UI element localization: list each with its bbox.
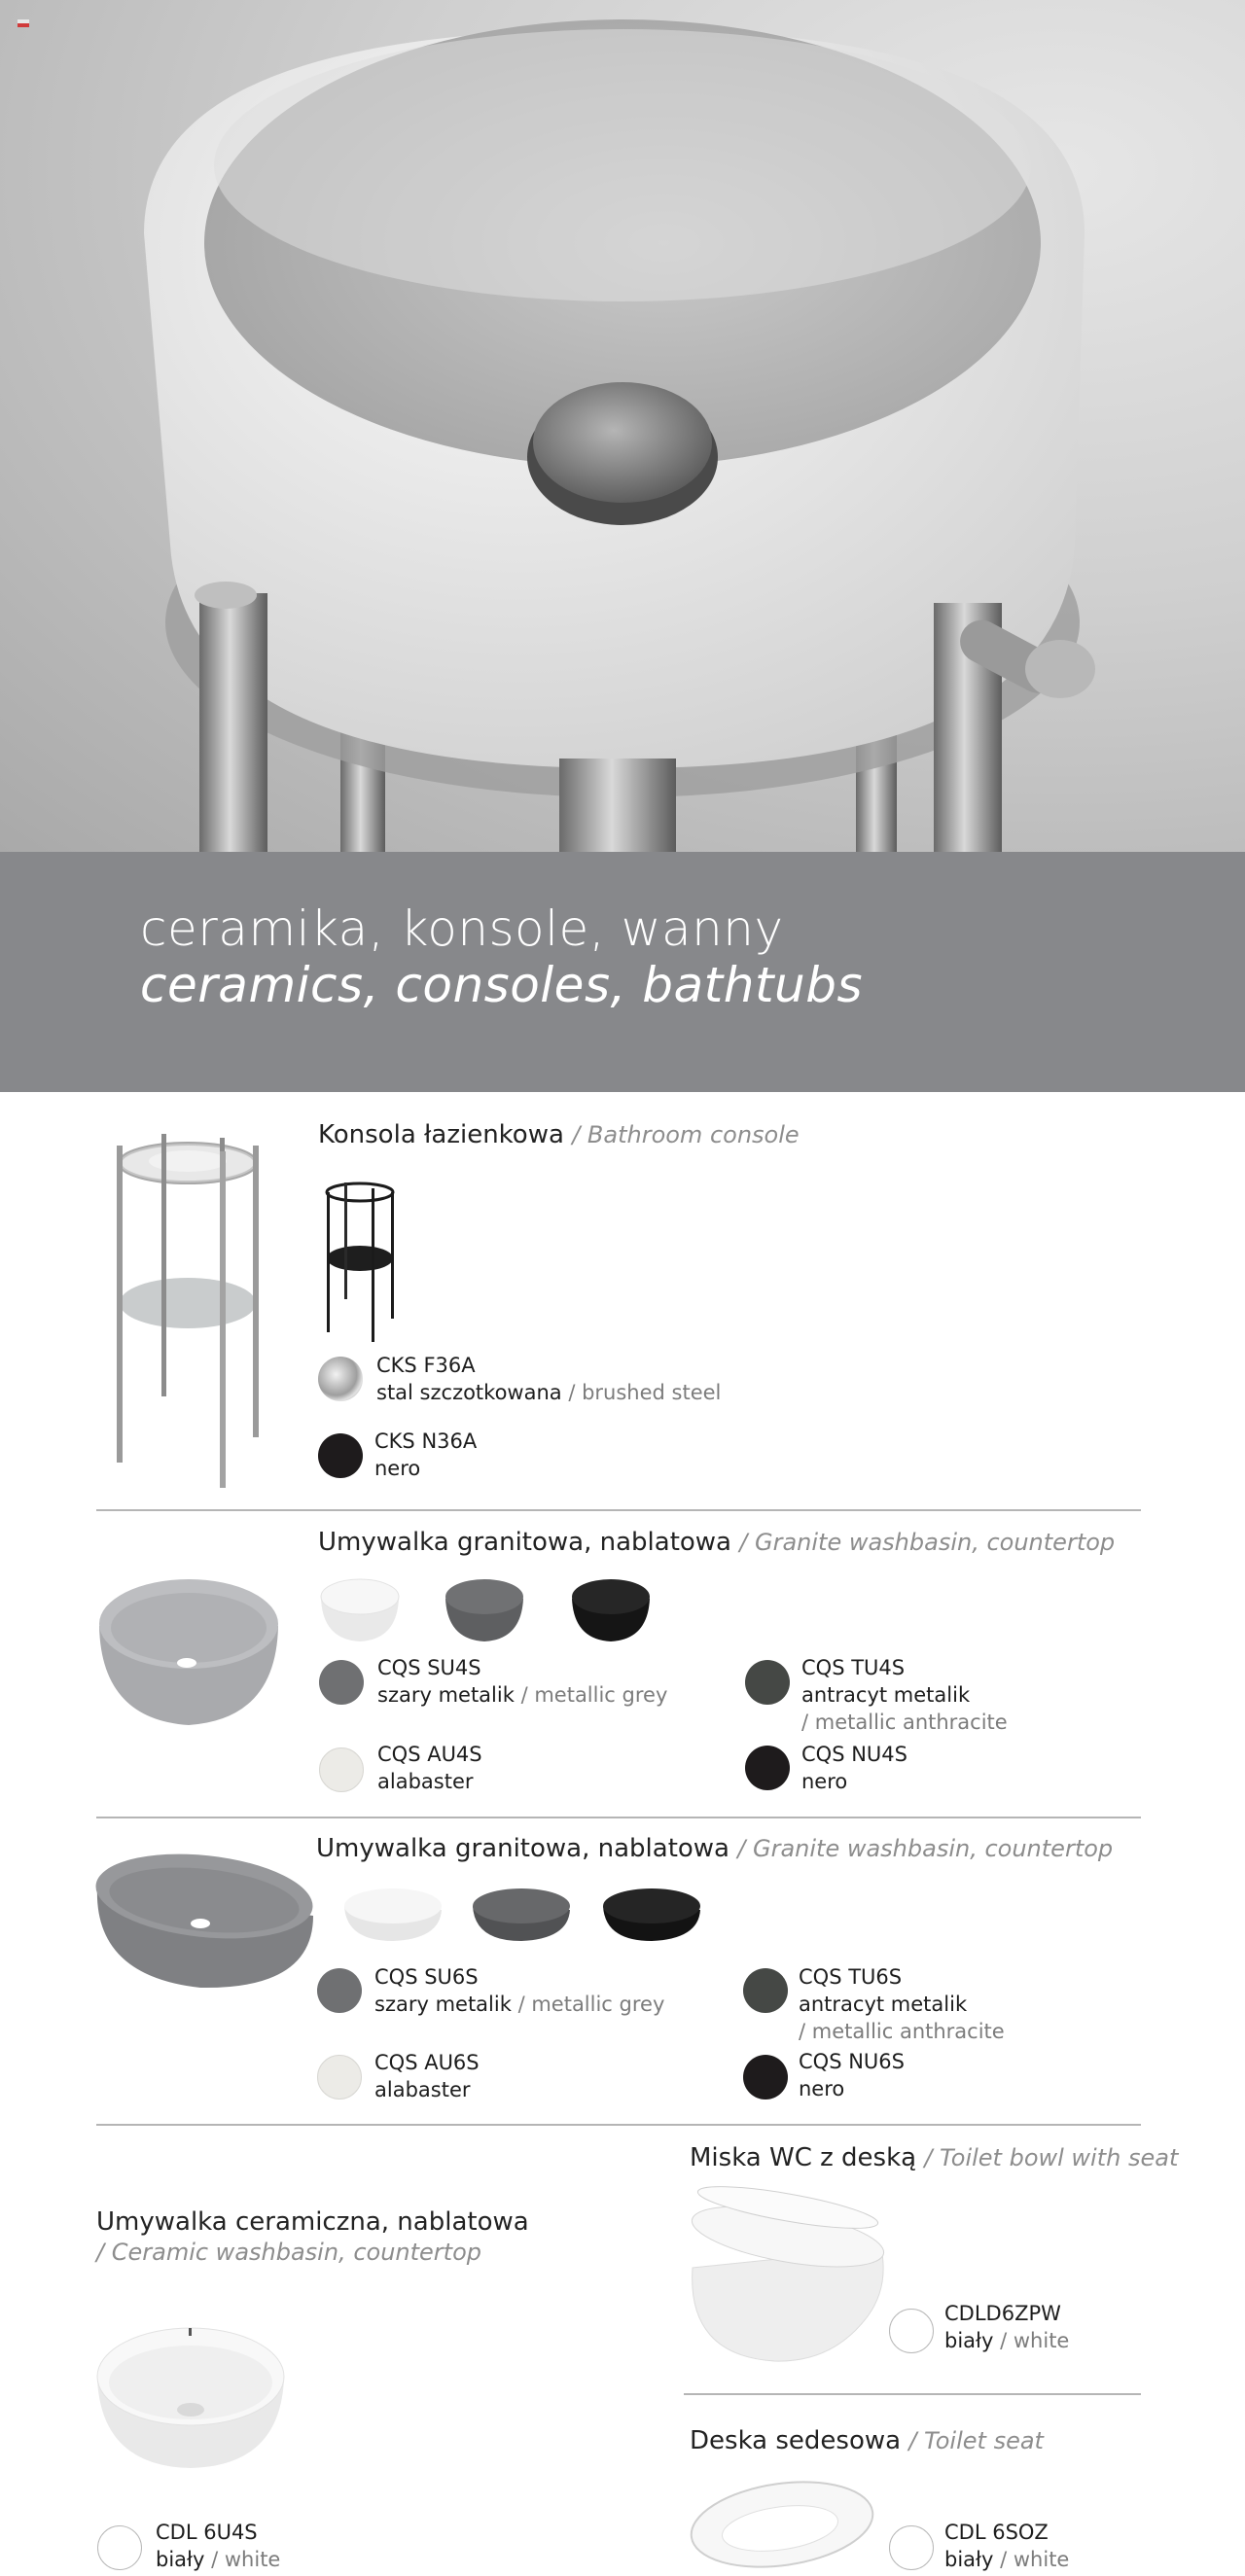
black-oval-basin-thumb xyxy=(601,1885,702,1943)
metallic-grey-swatch-icon xyxy=(319,1660,364,1705)
white-round-basin-thumb xyxy=(319,1575,401,1643)
brushed-steel-swatch-icon xyxy=(318,1357,363,1401)
white-oval-basin-thumb xyxy=(342,1885,444,1943)
oval-basin-variant-su6s: CQS SU6S szary metalik / metallic grey xyxy=(374,1965,665,2016)
ceramic-basin-variant: CDL 6U4S biały / white xyxy=(156,2521,281,2571)
ceramic-basin-title: Umywalka ceramiczna, nablatowa / Ceramic washbasin, countertop xyxy=(96,2207,529,2266)
oval-basin-title: Umywalka granitowa, nablatowa / Granite washbasin, countertop xyxy=(316,1834,1114,1863)
divider xyxy=(96,2124,1141,2126)
nero-swatch-icon xyxy=(743,2055,788,2100)
wc-title: Miska WC z deską / Toilet bowl with seat xyxy=(690,2143,1179,2172)
washbasin-on-console-illustration xyxy=(0,0,1245,852)
banner-title-en: ceramics, consoles, bathtubs xyxy=(140,957,864,1013)
oval-basin-variant-tu6s: CQS TU6S antracyt metalik / metallic anthracite xyxy=(799,1965,1005,2043)
round-basin-variant-tu4s: CQS TU4S antracyt metalik / metallic anthracite xyxy=(801,1656,1008,1734)
alabaster-swatch-icon xyxy=(317,2055,362,2100)
grey-round-basin-thumb xyxy=(444,1575,525,1643)
oval-basin-variant-nu6s: CQS NU6S nero xyxy=(799,2050,905,2100)
white-swatch-icon xyxy=(97,2525,142,2570)
flag-icon xyxy=(18,19,29,27)
alabaster-swatch-icon xyxy=(319,1747,364,1792)
toilet-seat-image xyxy=(687,2476,881,2573)
wc-variant: CDLD6ZPW biały / white xyxy=(944,2302,1070,2352)
banner-title-pl: ceramika, konsole, wanny xyxy=(140,900,784,957)
round-basin-variant-nu4s: CQS NU4S nero xyxy=(801,1743,907,1793)
oval-grey-basin-image xyxy=(93,1848,317,1992)
white-swatch-icon xyxy=(889,2309,934,2353)
wall-hung-toilet-image xyxy=(687,2190,891,2363)
round-basin-title: Umywalka granitowa, nablatowa / Granite washbasin, countertop xyxy=(318,1528,1116,1557)
section-banner xyxy=(0,852,1245,1092)
nero-swatch-icon xyxy=(318,1433,363,1478)
nero-swatch-icon xyxy=(745,1746,790,1790)
metallic-grey-swatch-icon xyxy=(317,1968,362,2013)
seat-title: Deska sedesowa / Toilet seat xyxy=(690,2426,1044,2455)
black-round-basin-thumb xyxy=(570,1575,652,1643)
divider xyxy=(684,2393,1141,2395)
divider xyxy=(96,1817,1141,1818)
console-variant-nero: CKS N36A nero xyxy=(374,1429,478,1480)
round-grey-basin-image xyxy=(95,1573,282,1727)
metallic-anthracite-swatch-icon xyxy=(743,1968,788,2013)
metallic-anthracite-swatch-icon xyxy=(745,1660,790,1705)
console-variant-steel: CKS F36A stal szczotkowana / brushed steel xyxy=(376,1354,722,1404)
console-title: Konsola łazienkowa / Bathroom console xyxy=(318,1120,800,1149)
oval-basin-variant-au6s: CQS AU6S alabaster xyxy=(374,2051,480,2101)
white-swatch-icon xyxy=(889,2525,934,2570)
divider xyxy=(96,1509,1141,1511)
black-console-image xyxy=(321,1175,399,1340)
steel-console-image xyxy=(105,1126,270,1486)
grey-oval-basin-thumb xyxy=(471,1885,572,1943)
hero-photo xyxy=(0,0,1245,852)
round-basin-variant-su4s: CQS SU4S szary metalik / metallic grey xyxy=(377,1656,668,1707)
ceramic-basin-image xyxy=(93,2320,288,2470)
round-basin-variant-au4s: CQS AU4S alabaster xyxy=(377,1743,482,1793)
seat-variant: CDL 6SOZ biały / white xyxy=(944,2521,1070,2571)
